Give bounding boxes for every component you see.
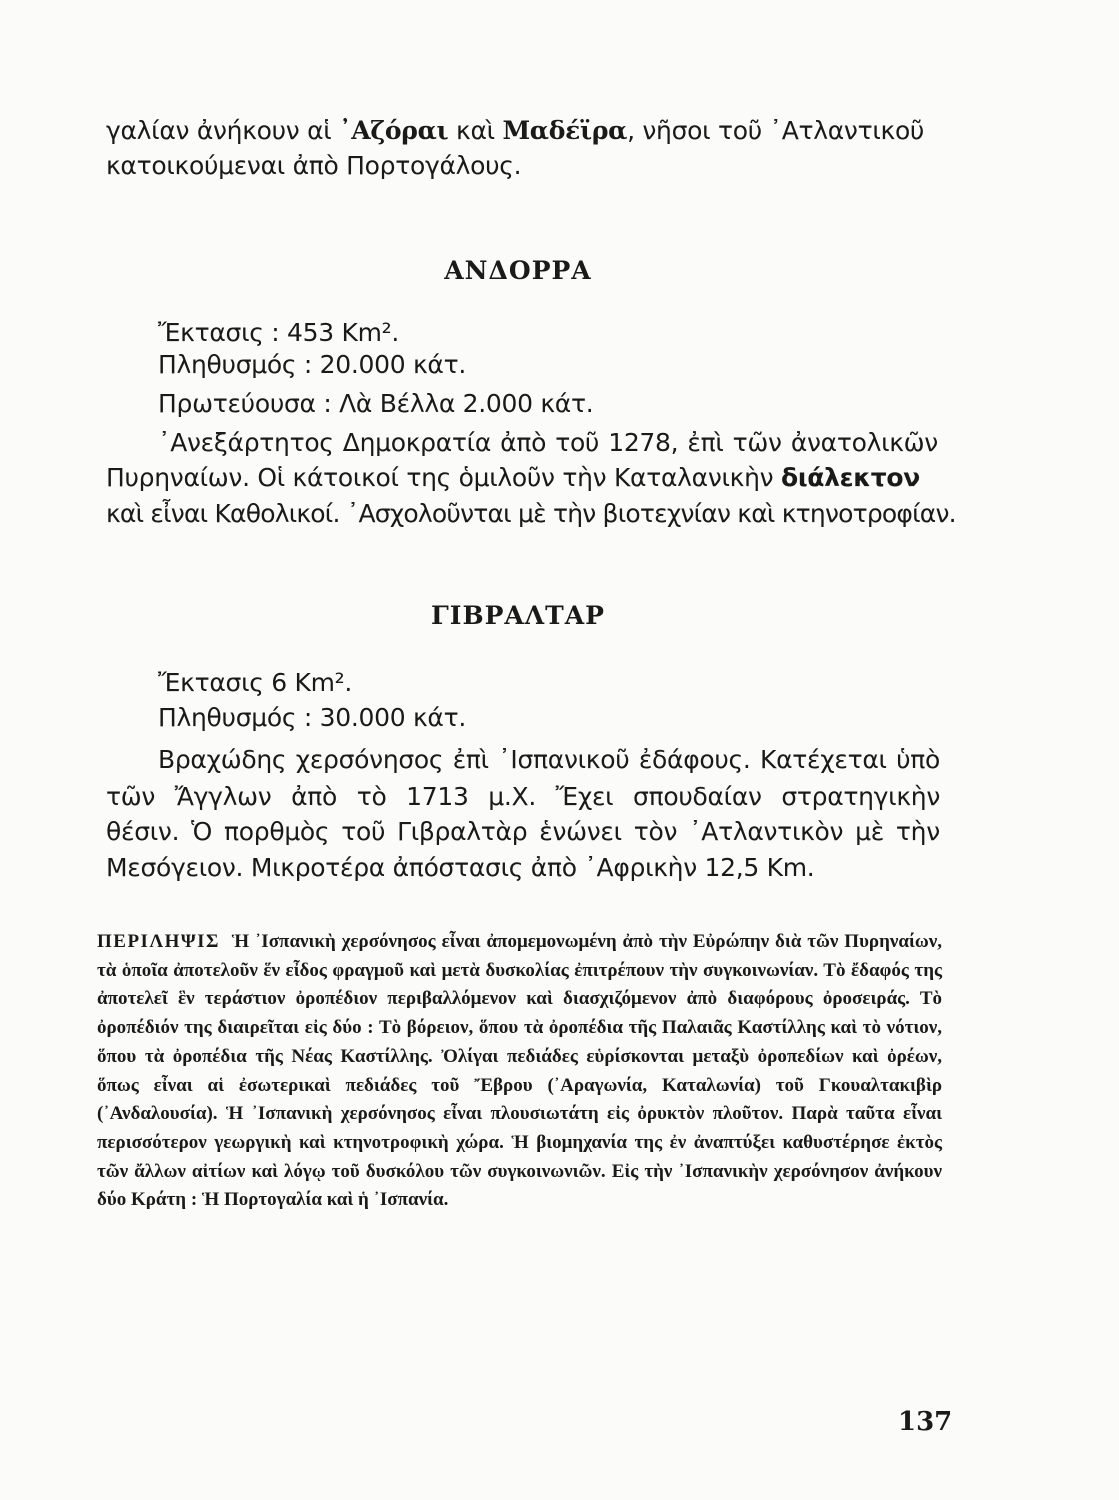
word: ᾿Ανεξάρτητος — [158, 428, 334, 457]
word: ἑνώνει — [539, 817, 622, 846]
word: σπουδαίαν — [633, 782, 762, 811]
word: τὸ — [356, 782, 387, 811]
page-number: 137 — [898, 1407, 953, 1437]
word: Βραχώδης — [158, 745, 287, 774]
word: Δημοκρατία — [342, 428, 492, 457]
word: μ.Χ. — [488, 782, 536, 811]
place-madeira: Μαδέϊρα — [502, 116, 628, 145]
intro-line-2: κατοικούμεναι ἀπὸ Πορτογάλους. — [106, 151, 522, 180]
dialect-bold: διάλεκτον — [780, 463, 921, 492]
word: ἐπὶ — [687, 428, 724, 457]
word: Ἄγγλων — [174, 782, 272, 811]
summary-label: ΠΕΡΙΛΗΨΙΣ — [97, 931, 220, 952]
word: θέσιν. — [106, 817, 180, 846]
summary-paragraph — [97, 928, 942, 1215]
word: ᾿Ισπανικοῦ — [498, 745, 630, 774]
word: χερσόνησος — [295, 745, 444, 774]
gibraltar-desc-line-1 — [158, 745, 940, 774]
place-azores: ᾿Αζόραι — [339, 116, 449, 145]
word: ἀπὸ — [500, 428, 547, 457]
word: ὑπὸ — [896, 745, 940, 774]
word: τῶν — [732, 428, 782, 457]
word: Γιβραλτὰρ — [397, 817, 528, 846]
word: Κατέχεται — [759, 745, 887, 774]
word: ἀπὸ — [291, 782, 338, 811]
summary-text: Ἡ ᾿Ισπανικὴ χερσόνησος εἶναι ἀπομεμονωμένη ἀπὸ τὴν Εὐρώπην διὰ τῶν Πυρηναίων, τὰ ὁποῖα ἀποτελοῦν ἕν εἶδος φραγμοῦ καὶ μετὰ δυσκολίας ἐπιτρέπουν τὴν συγκοινωνίαν. Τὸ ἔδαφός της ἀποτελεῖ ἓν τεράστιον ὀροπέδιον περιβαλλόμενον καὶ διασχιζόμενον ἀπὸ διαφόρους ὀροσειράς. Τὸ ὀροπέδιόν της διαιρεῖται εἰς δύο : Τὸ βόρειον, ὅπου τὰ ὀροπέδια τῆς Παλαιᾶς Καστίλλης καὶ τὸ νότιον, ὅπου τὰ ὀροπέδια τῆς Νέας Καστίλλης. Ὀλίγαι πεδιάδες εὑρίσκονται μεταξὺ ὀροπεδίων καὶ ὀρέων, ὅπως εἶναι αἱ ἐσωτερικαὶ πεδιάδες τοῦ Ἔβρου (᾿Αραγωνία, Καταλωνία) τοῦ Γκουαλτακιβὶρ (᾿Ανδαλουσία). Ἡ ᾿Ισπανικὴ χερσόνησος εἶναι πλουσιωτάτη εἰς ὀρυκτὸν πλοῦτον. Παρὰ ταῦτα εἶναι περισσότερον γεωργικὴ καὶ κτηνοτροφικὴ χώρα. Ἡ βιομηχανία της ἐν ἀναπτύξει καθυστέρησε ἐκτὸς τῶν ἄλλων αἰτίων καὶ λόγῳ τοῦ δυσκόλου τῶν συγκοινωνιῶν. Εἰς τὴν ᾿Ισπανικὴν χερσόνησον ἀνήκουν δύο Κράτη : Ἡ Πορτογαλία καὶ ἡ ᾿Ισπανία. — [97, 931, 943, 1211]
andorra-population: Πληθυσμός : 20.000 κάτ. — [158, 350, 466, 379]
word: 1713 — [406, 782, 469, 811]
intro-text: γαλίαν ἀνήκουν αἱ ᾿Αζόραι καὶ Μαδέϊρα, νῆσοι τοῦ ᾿Ατλαντικοῦ — [106, 116, 925, 145]
andorra-area: Ἔκτασις : 453 Km². — [158, 318, 399, 347]
word: ἐδάφους. — [638, 745, 751, 774]
andorra-title: ΑΝΔΟΡΡΑ — [444, 256, 592, 285]
word: τῶν — [106, 782, 156, 811]
word: τὴν — [895, 817, 940, 846]
word: ἐπὶ — [452, 745, 489, 774]
intro-line-1 — [106, 116, 936, 145]
word: ᾿Ατλαντικὸν — [689, 817, 844, 846]
word: ἀνατολικῶν — [790, 428, 938, 457]
word: Ἔχει — [555, 782, 614, 811]
word: στρατηγικὴν — [781, 782, 940, 811]
word: 1278, — [608, 428, 679, 457]
word: τὸν — [633, 817, 678, 846]
andorra-desc-line-3: καὶ εἶναι Καθολικοί. ᾿Ασχολοῦνται μὲ τὴν βιοτεχνίαν καὶ κτηνοτροφίαν. — [106, 499, 956, 528]
word: τοῦ — [341, 817, 386, 846]
word: πορθμὸς — [224, 817, 330, 846]
word: Ὁ — [191, 817, 213, 846]
word: τοῦ — [555, 428, 600, 457]
word: μὲ — [855, 817, 884, 846]
gibraltar-desc-line-3 — [106, 817, 940, 846]
andorra-desc-line-2: Πυρηναίων. Οἱ κάτοικοί της ὁμιλοῦν τὴν Καταλανικὴν διάλεκτον — [106, 463, 921, 492]
andorra-desc-line-1 — [158, 428, 938, 457]
gibraltar-title: ΓΙΒΡΑΛΤΑΡ — [431, 601, 605, 630]
andorra-capital: Πρωτεύουσα : Λὰ Βέλλα 2.000 κάτ. — [158, 389, 594, 418]
gibraltar-area: Ἔκτασις 6 Km². — [158, 668, 353, 697]
gibraltar-population: Πληθυσμός : 30.000 κάτ. — [158, 703, 466, 732]
gibraltar-desc-line-2 — [106, 782, 940, 811]
gibraltar-desc-line-4: Μεσόγειον. Μικροτέρα ἀπόστασις ἀπὸ ᾿Αφρικὴν 12,5 Km. — [106, 853, 815, 882]
